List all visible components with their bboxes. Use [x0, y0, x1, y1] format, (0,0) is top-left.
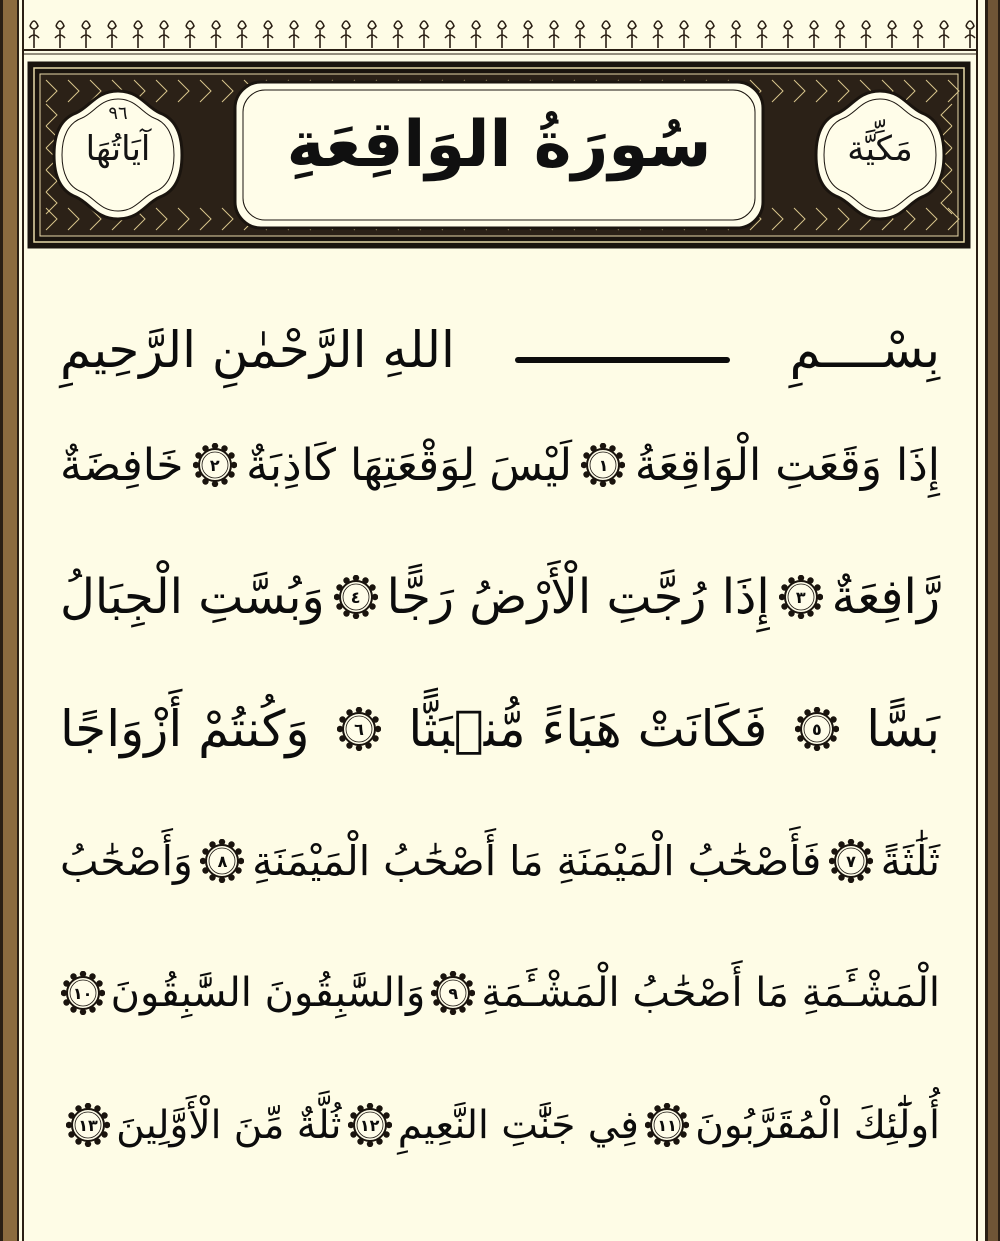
title-panel [231, 78, 767, 232]
verse-text: لَيْسَ لِوَقْعَتِهَا كَاذِبَةٌ [246, 439, 573, 491]
verse-line [60, 537, 940, 657]
ayah-number-marker [431, 971, 475, 1015]
ayah-number-marker [66, 1103, 110, 1147]
verse-line [60, 669, 940, 789]
ayah-number: ٢ [209, 455, 220, 475]
ayah-number-marker [200, 839, 244, 883]
quran-text [60, 290, 940, 1210]
basmala-line [60, 290, 940, 410]
revelation-place: مَكِّيَّة [847, 129, 913, 169]
ayah-number: ٨ [217, 851, 228, 871]
ayah-number: ٤ [350, 587, 361, 607]
ayah-number: ٣ [795, 587, 806, 607]
top-ornament-band [24, 8, 976, 56]
ayah-number-marker [348, 1103, 392, 1147]
verse-text: وَأَصْحَٰبُ [60, 837, 193, 885]
ayat-label: آيَاتُهَا [85, 129, 151, 169]
ayah-number-marker [337, 707, 381, 751]
verse-line [60, 1065, 940, 1185]
page-border-right [985, 0, 1000, 1241]
basmala-kashida [515, 357, 730, 363]
verse-text: وَكُنتُمْ أَزْوَاجًا [60, 700, 310, 758]
ayah-number: ١٣ [78, 1115, 98, 1135]
verse-text: الْمَشْـَٔمَةِ مَا أَصْحَٰبُ الْمَشْـَٔمَةِ [481, 970, 940, 1016]
verse-text: ثُلَّةٌ مِّنَ الْأَوَّلِينَ [116, 1102, 342, 1148]
basmala-bism: بِسْــــمِ [789, 321, 940, 379]
ayah-number-marker [581, 443, 625, 487]
verse-text: بَسًّا [866, 700, 940, 758]
verse-text: خَافِضَةٌ [60, 439, 184, 491]
verse-text: فَأَصْحَٰبُ الْمَيْمَنَةِ مَا أَصْحَٰبُ الْمَيْمَنَةِ [252, 837, 822, 885]
ayah-number: ٩ [448, 983, 459, 1003]
surah-title: سُورَةُ الوَاقِعَةِ [286, 108, 712, 182]
page-border-left [0, 0, 19, 1241]
ayah-number: ٥ [811, 719, 822, 739]
verse-text: وَالسَّٰبِقُونَ السَّٰبِقُونَ [110, 970, 426, 1016]
inner-rule-left [22, 0, 24, 1241]
ayah-number-marker [645, 1103, 689, 1147]
ayah-number-marker [61, 971, 105, 1015]
ayah-number-marker [829, 839, 873, 883]
inner-rule-right [976, 0, 978, 1241]
ayat-count-number: ٩٦ [108, 103, 128, 124]
verse-text: أُولَٰٓئِكَ الْمُقَرَّبُونَ [695, 1102, 940, 1148]
ayah-number: ٦ [354, 719, 364, 739]
verse-line [60, 405, 940, 525]
ayah-number-marker [193, 443, 237, 487]
verse-text: ثَلَٰثَةً [880, 837, 940, 885]
ayah-number: ١ [598, 455, 609, 475]
revelation-medallion [810, 85, 950, 225]
ayah-number: ١٢ [359, 1115, 380, 1135]
verse-text: إِذَا وَقَعَتِ الْوَاقِعَةُ [634, 439, 940, 491]
verse-text: فَكَانَتْ هَبَاءً مُّنۢبَثًّا [408, 700, 768, 758]
ayah-number-marker [334, 575, 378, 619]
verse-text: فِي جَنَّٰتِ النَّعِيمِ [397, 1102, 639, 1148]
basmala-rest: اللهِ الرَّحْمٰنِ الرَّحِيمِ [60, 321, 455, 379]
verse-text: وَبُسَّتِ الْجِبَالُ [60, 569, 325, 625]
verse-text: إِذَا رُجَّتِ الْأَرْضُ رَجًّا [386, 569, 770, 625]
verse-line [60, 933, 940, 1053]
ayah-number-marker [795, 707, 839, 751]
ayah-number: ١١ [657, 1115, 677, 1135]
ayat-count-medallion [48, 85, 188, 225]
ayah-number-marker [779, 575, 823, 619]
surah-header [26, 60, 972, 250]
ayah-number: ٧ [846, 851, 856, 871]
ayah-number: ١٠ [72, 983, 93, 1003]
verse-text: رَّافِعَةٌ [831, 569, 940, 625]
verse-line [60, 801, 940, 921]
